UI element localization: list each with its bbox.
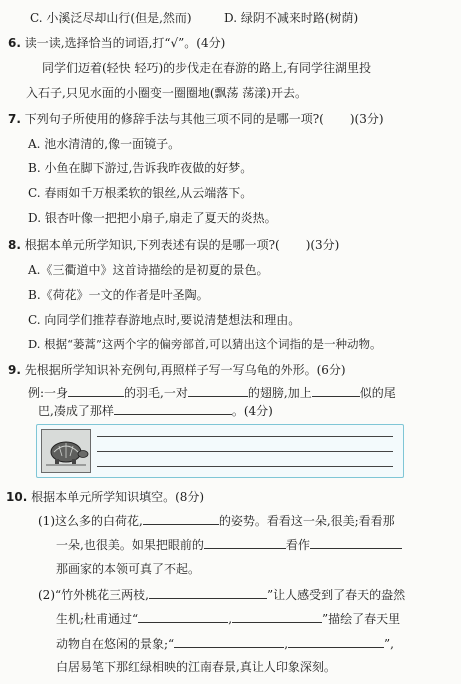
blank-poem-line[interactable]: [149, 586, 267, 599]
question-8-option-b: B.《荷花》一文的作者是叶圣陶。: [28, 288, 209, 302]
blank-baijuyi-2[interactable]: [288, 635, 384, 648]
question-6-text: 读一读,选择恰当的词语,打“√”。(4分): [24, 36, 226, 50]
question-6-passage-line-1: 同学们迈着(轻快 轻巧)的步伐走在春游的路上,有同学往湖里投: [42, 61, 371, 75]
question-7-option-c: C. 春雨如千万根柔软的银丝,从云端落下。: [28, 186, 253, 200]
blank-tail[interactable]: [312, 384, 360, 397]
q10-text-1: (1)这么多的白荷花,: [38, 514, 143, 528]
example-text-4: 似的尾: [359, 386, 396, 400]
question-8-stem: [8, 237, 339, 253]
question-9-number: 9.: [8, 363, 21, 377]
question-6-passage-line-2: 入石子,只见水面的小圈变一圈圈地(飘荡 荡漾)开去。: [26, 86, 307, 100]
blank-dufu-1[interactable]: [138, 610, 228, 623]
q10-text-6: ”让人感受到了春天的盎然: [266, 588, 406, 602]
question-6-stem: [8, 35, 225, 51]
blank-view[interactable]: [204, 536, 286, 549]
turtle-icon: [42, 430, 90, 472]
q10-text-10: 动物自在悠闲的景象;“: [56, 637, 175, 651]
question-9-example-line-2: [38, 402, 273, 419]
question-9-stem: [8, 362, 346, 378]
blank-wings[interactable]: [188, 384, 248, 397]
example-text-6: 。(4分): [231, 404, 273, 418]
question-10-stem: [6, 489, 204, 505]
question-9-example-line-1: [28, 384, 396, 401]
question-8-option-a: A.《三衢道中》这首诗描绘的是初夏的景色。: [28, 263, 269, 277]
question-7-option-b: B. 小鱼在脚下游过,告诉我昨夜做的好梦。: [28, 161, 253, 175]
question-8-number: 8.: [8, 238, 21, 252]
question-8-text: 根据本单元所学知识,下列表述有误的是哪一项?(: [24, 238, 280, 252]
q10-text-4: 看作: [285, 538, 310, 552]
question-9-text: 先根据所学知识补充例句,再照样子写一写乌龟的外形。(6分): [24, 363, 346, 377]
q5-option-d: D. 绿阴不减来时路(树荫): [224, 11, 359, 25]
question-10-line-7: 白居易笔下那红绿相映的江南春景,真让人印象深刻。: [56, 660, 336, 674]
question-10-line-2: [56, 536, 402, 553]
question-10-text: 根据本单元所学知识填空。(8分): [31, 490, 205, 504]
blank-shape[interactable]: [114, 402, 232, 415]
q5-option-c: C. 小溪泛尽却山行(但是,然而): [30, 11, 192, 25]
question-7-text: 下列句子所使用的修辞手法与其他三项不同的是哪一项?(: [24, 112, 324, 126]
question-10-line-1: [38, 512, 395, 529]
question-7-number: 7.: [8, 112, 21, 126]
q10-text-12: ”,: [384, 637, 394, 651]
blank-lotus-posture[interactable]: [143, 512, 219, 525]
example-text-3: 的翅膀,加上: [247, 386, 312, 400]
question-8-option-d: D. 根据“蒌蒿”这两个字的偏旁部首,可以猜出这个词指的是一种动物。: [28, 337, 382, 351]
q10-text-3: 一朵,也很美。如果把眼前的: [56, 538, 204, 552]
blank-dufu-2[interactable]: [232, 610, 322, 623]
example-text-2: 的羽毛,一对: [124, 386, 188, 400]
writing-line-2[interactable]: [97, 451, 393, 452]
question-10-line-4: [38, 586, 405, 603]
question-8-score: )(3分): [305, 238, 340, 252]
question-7-score: )(3分): [349, 112, 384, 126]
blank-feathers[interactable]: [68, 384, 124, 397]
blank-baijuyi-1[interactable]: [174, 635, 284, 648]
q10-text-5: (2)“竹外桃花三两枝,: [38, 588, 149, 602]
question-10-number: 10.: [6, 490, 28, 504]
q10-text-2: 的姿势。看看这一朵,很美;看看那: [218, 514, 395, 528]
q10-text-9: ”描绘了春天里: [322, 612, 401, 626]
turtle-illustration: [41, 429, 91, 473]
question-8-option-c: C. 向同学们推荐春游地点时,要说清楚想法和理由。: [28, 313, 301, 327]
writing-line-1[interactable]: [97, 436, 393, 437]
writing-line-3[interactable]: [97, 466, 393, 467]
turtle-writing-panel: [36, 424, 404, 478]
question-10-line-5: [56, 610, 400, 627]
q10-text-7: 生机;杜甫通过“: [56, 612, 139, 626]
question-7-option-a: A. 池水清清的,像一面镜子。: [28, 137, 181, 151]
example-text-1: 例:一身: [28, 386, 69, 400]
question-7-stem: [8, 111, 384, 127]
blank-regard-as[interactable]: [310, 536, 402, 549]
question-6-number: 6.: [8, 36, 21, 50]
question-7-option-d: D. 银杏叶像一把把小扇子,扇走了夏天的炎热。: [28, 211, 277, 225]
q10-text-11: ,: [284, 637, 289, 651]
example-text-5: 巴,凑成了那样: [38, 404, 114, 418]
q10-text-8: ,: [228, 612, 233, 626]
question-10-line-3: 那画家的本领可真了不起。: [56, 562, 201, 576]
question-10-line-6: [56, 635, 394, 652]
